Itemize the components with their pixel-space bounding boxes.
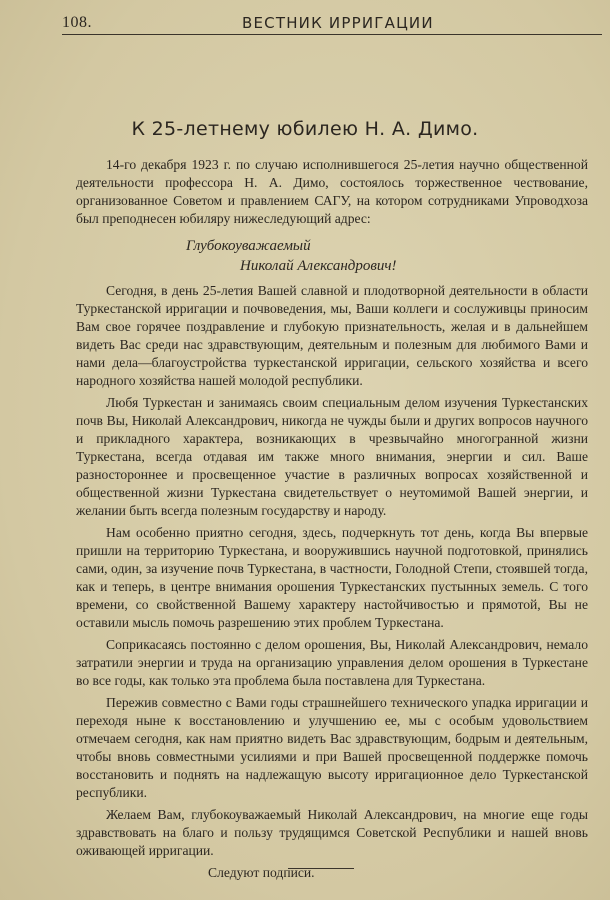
address-paragraph: Желаем Вам, глубокоуважаемый Николай Александрович, на многие еще годы здравствовать на благо и пользу трудящимся Советской Республики и нашей вновь оживающей ирригации. <box>76 807 588 858</box>
greeting-line-1: Глубокоуважаемый <box>186 238 311 254</box>
article-title: К 25-летнему юбилею Н. А. Димо. <box>131 118 479 140</box>
running-title: ВЕСТНИК ИРРИГАЦИИ <box>242 14 434 32</box>
page-header <box>62 12 602 35</box>
address-paragraph: Пережив совместно с Вами годы страшнейшего технического упадка ирригации и переходя ныне к восстановлению и улучшению ее, мы с особым удовольствием отмечаем сегодня, как нам приятно видеть Вас здравствующим, бодрым и деятельным, чтобы вновь совместными усилиями и при Вашей просвещенной поддержке помочь восстановить и поднять на надлежащую высоту ирригационное дело Туркестанской республики. <box>76 695 588 800</box>
address-paragraph: Любя Туркестан и занимаясь своим специальным делом изучения Туркестанских почв Вы, Николай Александрович, никогда не чужды были и других вопросов научного и прикладного характера, возникающих в чрезвычайно многогранной жизни Туркестана, всегда отдавая им также много внимания, энергии и сил. Ваше разностороннее и просвещенное участие в различных вопросах хозяйственной и общественной жизни Туркестана свидетельствует о неутомимой Вашей энергии, и желании быть всегда полезным государству и народу. <box>76 395 588 518</box>
address-paragraph: Нам особенно приятно сегодня, здесь, подчеркнуть тот день, когда Вы впервые пришли на территорию Туркестана, и вооружившись научной подготовкой, принялись сами, один, за изучение почв Туркестана, в частности, Голодной Степи, стоявшей тогда, как и теперь, в центре внимания орошения Туркестанских пустынных земель. С того времени, со свойственной Вашему характеру настойчивостью и прямотой, Вы не оставили мысль помочь разрешению этих проблем Туркестана. <box>76 525 588 630</box>
page-number: 108. <box>62 14 92 31</box>
address-paragraph: Сегодня, в день 25-летия Вашей славной и плодотворной деятельности в области Туркестанской ирригации и почвоведения, мы, Ваши коллеги и сослуживцы приносим Вам свое горячее поздравление и глубокую признательность, желая и в дальнейшем видеть Вас среди нас здравствующим, деятельным и полезным для любимого Вами и нами дела—благоустройства туркестанской ирригации, сельского хозяйства и всего народного хозяйства нашей молодой республики. <box>76 283 588 388</box>
address-greeting <box>76 236 588 276</box>
address-paragraph: Соприкасаясь постоянно с делом орошения, Вы, Николай Александрович, немало затратили энергии и труда на организацию управления делом орошения в Туркестане во все годы, как только эта проблема была поставлена для Туркестана. <box>76 637 588 688</box>
intro-paragraph: 14-го декабря 1923 г. по случаю исполнившегося 25-летия научно общественной деятельности профессора Н. А. Димо, состоялось торжественное чествование, организованное Советом и правлением САГУ, на котором сотрудниками Упроводхоза был преподнесен юбиляру нижеследующий адрес: <box>76 157 588 226</box>
signoff: Следуют подписи. <box>208 865 315 880</box>
article-body <box>76 156 588 882</box>
closing-rule <box>288 868 354 869</box>
greeting-line-2: Николай Александрович! <box>240 258 397 274</box>
